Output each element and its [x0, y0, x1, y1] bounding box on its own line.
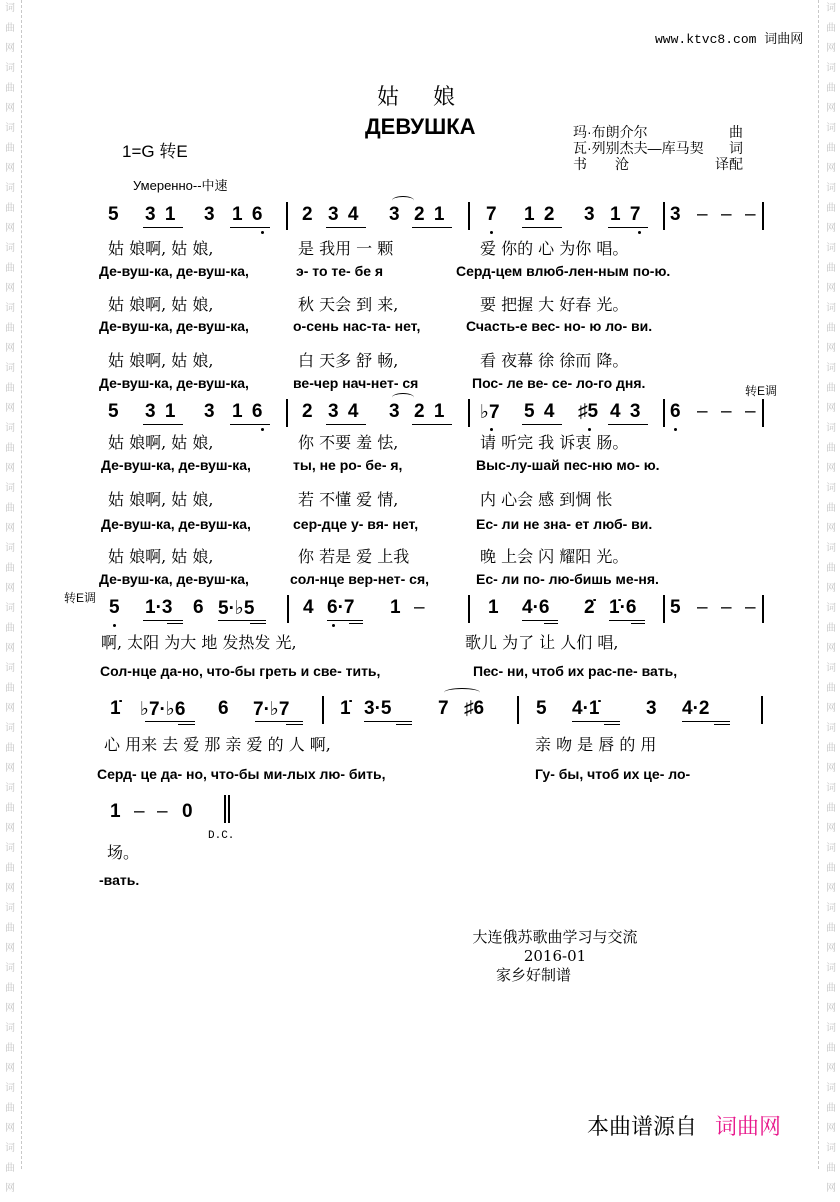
watermark-glyphs: 词 曲 网 [826, 483, 836, 534]
left-dashed-border [21, 0, 22, 1169]
watermark-glyphs: 词 曲 网 [5, 63, 15, 114]
note: 2 [302, 204, 313, 225]
lyric-cn: 要 把握 大 好春 光。 [480, 295, 629, 314]
note: 4·6 [522, 597, 550, 618]
note: 3 [670, 204, 681, 225]
dash: – [721, 597, 732, 618]
barline [663, 399, 665, 427]
lyric-cn: 若 不懂 爱 情, [298, 490, 399, 509]
notation-line-2 [0, 397, 840, 429]
beam [608, 424, 648, 425]
dash: – [745, 401, 756, 422]
note: 3 [646, 698, 657, 719]
watermark-glyphs: 词 曲 网 [5, 603, 15, 654]
beam-double [167, 623, 183, 624]
watermark-glyphs: 词 曲 网 [826, 303, 836, 354]
note: 3 [389, 204, 400, 225]
note: 5 [108, 204, 119, 225]
note: 5 [536, 698, 547, 719]
beam [522, 424, 562, 425]
note: 5·♭5 [218, 598, 255, 619]
note: 3 [204, 401, 215, 422]
lyric-cn: 姑 娘啊, 姑 娘, [108, 433, 214, 452]
watermark-glyphs: 词 曲 网 [826, 63, 836, 114]
barline [663, 595, 665, 623]
note: 3 1 [145, 204, 176, 225]
note: 3 [389, 401, 400, 422]
beam-double [349, 623, 363, 624]
dash: – [134, 801, 145, 822]
note: ♯5 [578, 401, 599, 422]
beam-double [544, 623, 558, 624]
low-octave-dot [261, 231, 264, 234]
arranger-footer [440, 928, 670, 985]
final-barline-thin [224, 795, 226, 823]
watermark-glyphs: 词 曲 网 [826, 723, 836, 774]
watermark-glyphs: 词 曲 网 [5, 243, 15, 294]
dash: – [721, 204, 732, 225]
barline [468, 399, 470, 427]
watermark-glyphs: 词 曲 网 [5, 363, 15, 414]
beam [572, 721, 620, 722]
lyric-ru: Пос- ле ве- се- ло-го дня. [472, 375, 646, 391]
note: ♭7 [480, 402, 500, 423]
dash: – [157, 801, 168, 822]
lyric-cn: 姑 娘啊, 姑 娘, [108, 547, 214, 566]
site-name: 词曲网 [764, 32, 804, 47]
low-octave-dot [113, 624, 116, 627]
note: 5 4 [524, 401, 555, 422]
note: 1 6 [232, 401, 263, 422]
barline [286, 399, 288, 427]
beam [412, 227, 452, 228]
watermark-glyphs: 词 曲 网 [5, 423, 15, 474]
watermark-glyphs: 词 曲 网 [826, 783, 836, 834]
footer-group: 大连俄苏歌曲学习与交流 [472, 928, 638, 946]
watermark-glyphs: 词 曲 网 [826, 1143, 836, 1194]
lyric-ru: Де-вуш-ка, де-вуш-ка, [101, 516, 251, 532]
lyric-ru: о-сень нас-та- нет, [293, 318, 421, 334]
barline [322, 696, 324, 724]
beam-double [250, 623, 266, 624]
beam [255, 721, 303, 722]
lyric-ru: Ес- ли по- лю-бишь ме-ня. [476, 571, 659, 587]
note: 1 2 [524, 204, 555, 225]
lyric-ru: Де-вуш-ка, де-вуш-ка, [99, 571, 249, 587]
rest: 0 [182, 801, 193, 822]
tempo-marking: Умеренно--中速 [133, 178, 228, 193]
barline [761, 696, 763, 724]
beam-double [178, 724, 195, 725]
modulation-note: 转E调 [64, 591, 97, 605]
lyric-cn: 爱 你的 心 为你 唱。 [480, 239, 629, 258]
barline [762, 399, 764, 427]
note: 2̇ [584, 597, 595, 618]
beam [143, 227, 183, 228]
footer-arranger: 家乡好制谱 [496, 966, 572, 984]
beam [218, 620, 266, 621]
lyric-ru: э- то те- бе я [296, 263, 384, 279]
credits [573, 124, 743, 172]
lyric-ru: Де-вуш-ка, де-вуш-ка, [99, 318, 249, 334]
watermark-glyphs: 词 曲 网 [5, 843, 15, 894]
watermark-glyphs: 词 曲 网 [5, 1083, 15, 1134]
watermark-glyphs: 词 曲 网 [5, 723, 15, 774]
site-link[interactable]: www.ktvc8.com [655, 32, 757, 47]
note: 3 4 [328, 401, 359, 422]
credit-composer: 玛·布朗介尔 曲 [573, 124, 743, 140]
note: 3 4 [328, 204, 359, 225]
key-signature: 1=G 转E [122, 142, 188, 161]
notation-line-3 [0, 593, 840, 625]
lyric-cn: 亲 吻 是 唇 的 用 [535, 735, 657, 754]
lyric-ru: Выс-лу-шай пес-ню мо- ю. [476, 457, 660, 473]
watermark-glyphs: 词 曲 网 [826, 1083, 836, 1134]
notation-line-5 [0, 797, 840, 829]
lyric-cn: 晚 上会 闪 耀阳 光。 [480, 547, 629, 566]
note: ♯6 [464, 698, 485, 719]
lyric-cn: 姑 娘啊, 姑 娘, [108, 239, 214, 258]
beam [143, 620, 183, 621]
note: 3 [584, 204, 595, 225]
beam [608, 227, 648, 228]
lyric-cn: 秋 天会 到 来, [298, 295, 399, 314]
watermark-glyphs: 词 曲 网 [5, 663, 15, 714]
low-octave-dot [332, 624, 335, 627]
note: 6 [193, 597, 204, 618]
note: 7 [438, 698, 449, 719]
lyric-cn: 白 天多 舒 畅, [298, 351, 399, 370]
watermark-glyphs: 词 曲 网 [5, 1023, 15, 1074]
watermark-glyphs: 词 曲 网 [826, 843, 836, 894]
credit-lyricist: 瓦·列别杰夫—库马契 词 [573, 140, 743, 156]
note: 7 [486, 204, 497, 225]
dash: – [721, 401, 732, 422]
lyric-cn: 内 心会 感 到惆 怅 [480, 490, 613, 509]
lyric-cn: 姑 娘啊, 姑 娘, [108, 351, 214, 370]
barline [762, 202, 764, 230]
low-octave-dot [490, 231, 493, 234]
credit-translator: 书 沧 译配 [573, 156, 743, 172]
watermark-glyphs: 词 曲 网 [826, 363, 836, 414]
note: 4·2 [682, 698, 710, 719]
beam [522, 620, 558, 621]
note: 4 [303, 597, 314, 618]
watermark-glyphs: 词 曲 网 [5, 183, 15, 234]
lyric-ru: Пес- ни, чтоб их рас-пе- вать, [473, 663, 678, 679]
note: 3 [204, 204, 215, 225]
barline [663, 202, 665, 230]
lyric-cn: 场。 [107, 843, 140, 862]
lyric-ru: Счасть-е вес- но- ю ло- ви. [466, 318, 653, 334]
lyric-ru: -вать. [99, 872, 140, 888]
notation-line-1 [0, 200, 840, 232]
note: 1̇ [340, 698, 351, 719]
barline [468, 202, 470, 230]
note: 1̇·6 [609, 597, 637, 618]
lyric-cn: 啊, 太阳 为大 地 发热发 光, [101, 633, 297, 652]
note: 7·♭7 [253, 699, 290, 720]
source-attribution [587, 1110, 781, 1141]
note: 1 [390, 597, 401, 618]
note: 3 1 [145, 401, 176, 422]
lyric-cn: 你 若是 爱 上我 [298, 547, 410, 566]
dash: – [697, 401, 708, 422]
watermark-glyphs: 词 曲 网 [826, 603, 836, 654]
lyric-cn: 姑 娘啊, 姑 娘, [108, 490, 214, 509]
lyric-ru: ве-чер нач-нет- ся [293, 375, 419, 391]
note: 2 1 [414, 401, 445, 422]
lyric-cn: 你 不要 羞 怯, [298, 433, 399, 452]
watermark-glyphs: 词 曲 网 [826, 243, 836, 294]
lyric-cn: 歌儿 为了 让 人们 唱, [465, 633, 619, 652]
site-url[interactable] [655, 28, 803, 47]
watermark-glyphs: 词 曲 网 [5, 903, 15, 954]
watermark-glyphs: 词 曲 网 [5, 303, 15, 354]
lyric-ru: сер-дце у- вя- нет, [293, 516, 419, 532]
beam [682, 721, 730, 722]
beam [326, 227, 366, 228]
note: 6·7 [327, 597, 355, 618]
note: 1̇ [110, 698, 121, 719]
note: 1 6 [232, 204, 263, 225]
lyric-ru: ты, не ро- бе- я, [293, 457, 403, 473]
notation-line-4 [0, 694, 840, 726]
lyric-ru: сол-нце вер-нет- ся, [290, 571, 430, 587]
watermark-glyphs: 词 曲 网 [826, 963, 836, 1014]
lyric-ru: Де-вуш-ка, де-вуш-ка, [101, 457, 251, 473]
dash: – [697, 597, 708, 618]
note: 6 [218, 698, 229, 719]
lyric-ru: Де-вуш-ка, де-вуш-ка, [99, 263, 249, 279]
note: ♭7·♭6 [140, 699, 186, 720]
dash: – [745, 597, 756, 618]
note: 4·1̇ [572, 698, 600, 719]
dash: – [697, 204, 708, 225]
beam [412, 424, 452, 425]
watermark-glyphs: 词 曲 网 [826, 423, 836, 474]
modulation-note: 转E调 [745, 384, 778, 398]
right-dashed-border [818, 0, 819, 1169]
beam [143, 424, 183, 425]
barline [762, 595, 764, 623]
barline [287, 595, 289, 623]
final-barline-thin [228, 795, 230, 823]
lyric-cn: 看 夜幕 徐 徐而 降。 [480, 351, 629, 370]
dash: – [414, 597, 425, 618]
beam [327, 620, 363, 621]
watermark-glyphs: 词 曲 网 [826, 663, 836, 714]
beam [230, 424, 270, 425]
tie-arc [444, 688, 480, 697]
watermark-glyphs: 词 曲 网 [5, 963, 15, 1014]
note: 6 [670, 401, 681, 422]
dash: – [745, 204, 756, 225]
lyric-ru: Ес- ли не зна- ет люб- ви. [476, 516, 653, 532]
beam [145, 721, 195, 722]
note: 5 [108, 401, 119, 422]
watermark-glyphs: 词 曲 网 [826, 183, 836, 234]
note: 2 [302, 401, 313, 422]
watermark-glyphs: 词 曲 网 [5, 123, 15, 174]
footer-date: 2016-01 [523, 947, 587, 965]
title-chinese: 姑娘 [377, 85, 490, 110]
barline [517, 696, 519, 724]
note: 1 [488, 597, 499, 618]
da-capo-marking: D.C. [208, 830, 235, 842]
watermark-glyphs: 词 曲 网 [5, 543, 15, 594]
lyric-ru: Серд-цем влюб-лен-ным по-ю. [456, 263, 671, 279]
note: 4 3 [610, 401, 641, 422]
note: 2 1 [414, 204, 445, 225]
note: 5 [670, 597, 681, 618]
lyric-cn: 请 听完 我 诉衷 肠。 [480, 433, 629, 452]
note: 1 [110, 801, 121, 822]
watermark-glyphs: 词 曲 网 [5, 783, 15, 834]
beam-double [286, 724, 303, 725]
beam-double [396, 724, 412, 725]
source-prefix: 本曲谱源自 [587, 1114, 698, 1139]
watermark-glyphs: 词 曲 网 [5, 483, 15, 534]
lyric-ru: Де-вуш-ка, де-вуш-ка, [99, 375, 249, 391]
beam [522, 227, 562, 228]
beam [609, 620, 645, 621]
beam [326, 424, 366, 425]
title-russian: ДЕВУШКА [365, 114, 476, 139]
lyric-cn: 是 我用 一 颗 [298, 239, 394, 258]
beam-double [631, 623, 645, 624]
lyric-cn: 心 用来 去 爱 那 亲 爱 的 人 啊, [104, 735, 331, 754]
watermark-glyphs: 词 曲 网 [826, 1023, 836, 1074]
barline [468, 595, 470, 623]
watermark-glyphs: 词 曲 网 [5, 1143, 15, 1194]
note: 1 7 [610, 204, 641, 225]
note: 1·3 [145, 597, 173, 618]
watermark-glyphs: 词 曲 网 [826, 543, 836, 594]
watermark-glyphs: 词 曲 网 [826, 123, 836, 174]
watermark-glyphs: 词 曲 网 [5, 3, 15, 54]
note: 3·5 [364, 698, 392, 719]
lyric-ru: Гу- бы, чтоб их це- ло- [535, 766, 691, 782]
barline [286, 202, 288, 230]
lyric-ru: Сол-нце да-но, что-бы греть и све- тить, [100, 663, 381, 679]
lyric-ru: Серд- це да- но, что-бы ми-лых лю- бить, [97, 766, 386, 782]
source-brand-link[interactable]: 词曲网 [715, 1114, 782, 1139]
low-octave-dot [638, 231, 641, 234]
low-octave-dot [261, 428, 264, 431]
beam [230, 227, 270, 228]
low-octave-dot [674, 428, 677, 431]
beam-double [604, 724, 620, 725]
watermark-glyphs: 词 曲 网 [826, 3, 836, 54]
note: 5 [109, 597, 120, 618]
beam-double [714, 724, 730, 725]
beam [364, 721, 412, 722]
watermark-glyphs: 词 曲 网 [826, 903, 836, 954]
lyric-cn: 姑 娘啊, 姑 娘, [108, 295, 214, 314]
